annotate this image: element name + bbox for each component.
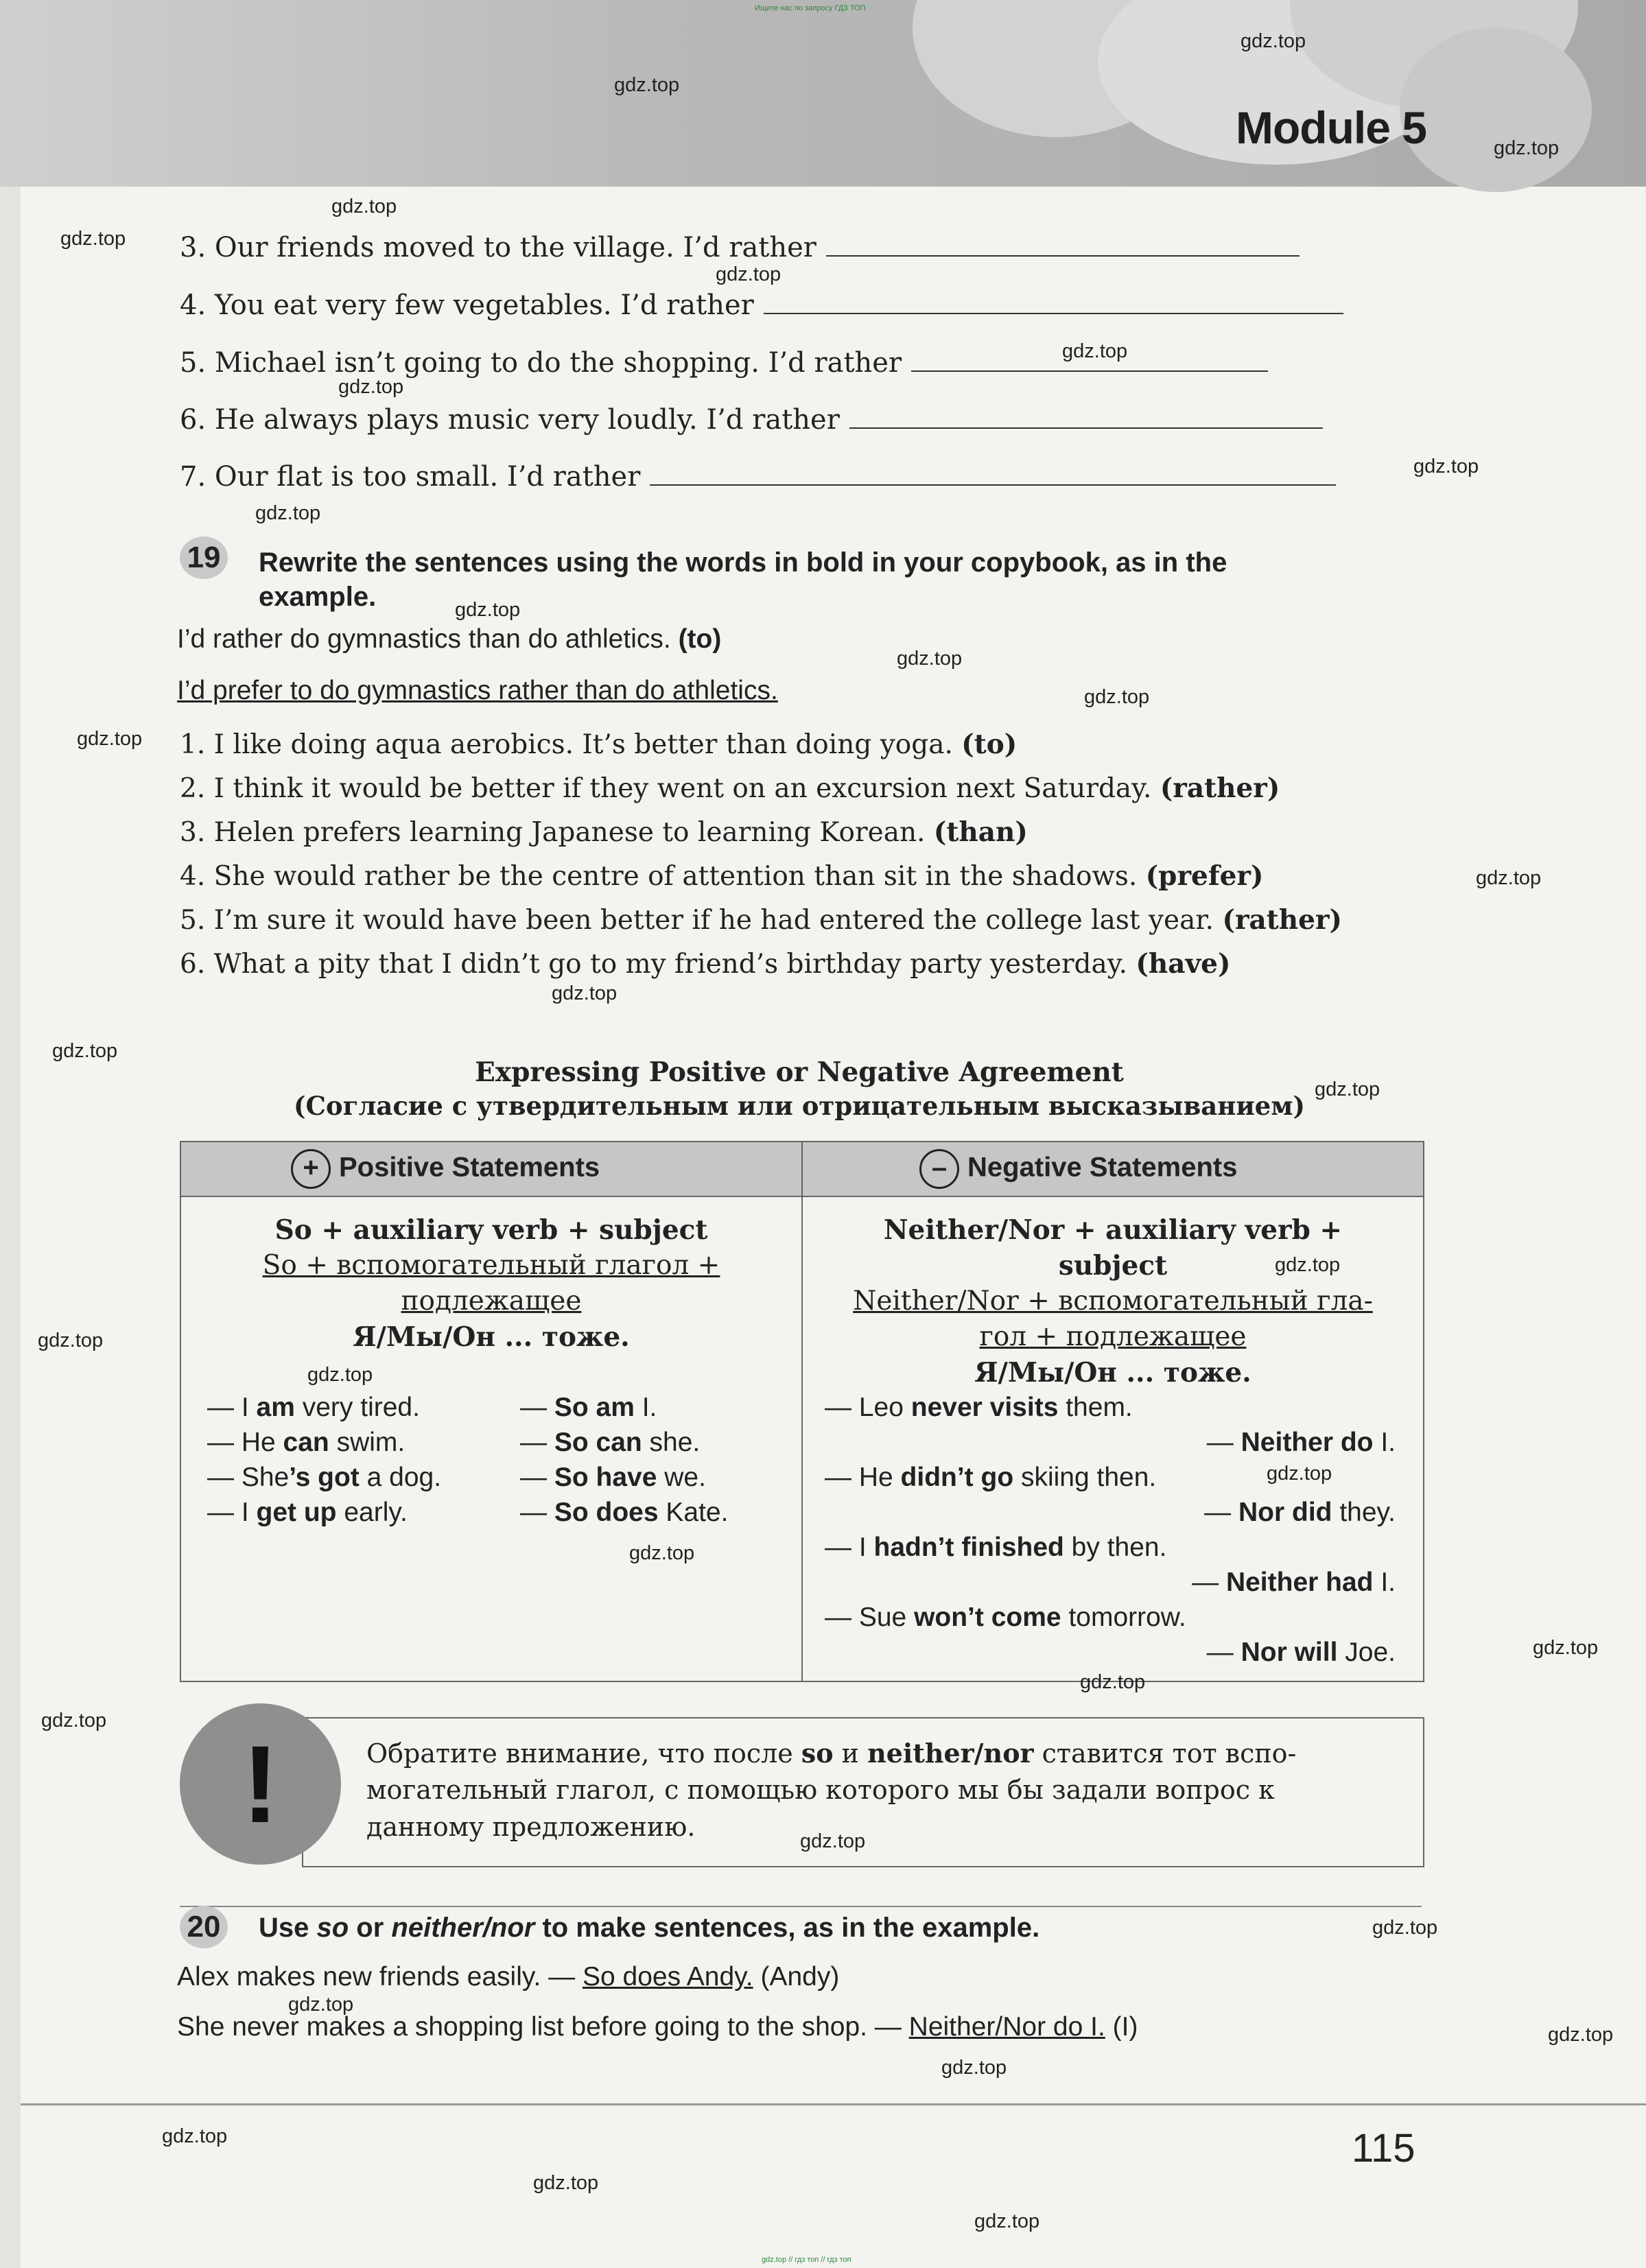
reply-pre: —: [1206, 1638, 1241, 1667]
note-text: Обратите внимание, что после: [366, 1738, 801, 1769]
reply-pre: —: [1206, 1428, 1241, 1457]
note-text: ставится тот вспо-: [1033, 1738, 1297, 1769]
list-item: [180, 461, 1336, 493]
item-keyword: (have): [1136, 948, 1231, 980]
watermark: gdz.top: [77, 728, 143, 750]
negative-rule-ru: [803, 1286, 1423, 1316]
item-text: 5. I’m sure it would have been better if he had entered the college last year.: [180, 905, 1214, 936]
reply-row: [1155, 1568, 1396, 1598]
reply-bold: Nor will: [1241, 1638, 1338, 1667]
item-text: 3. Helen prefers learning Japanese to learning Korean.: [180, 817, 926, 848]
plus-icon: +: [291, 1149, 331, 1189]
watermark: gdz.top: [1533, 1637, 1599, 1659]
reply-row: [520, 1393, 657, 1423]
grammar-box-subtitle: (Согласие с утвердительным или отрицательным высказыванием): [294, 1091, 1305, 1121]
example-answer: So does Andy.: [583, 1962, 753, 1992]
negative-header: [803, 1142, 1423, 1197]
watermark: gdz.top: [629, 1542, 695, 1564]
rule-ru-line: подлежащее: [401, 1286, 582, 1316]
ex-post: very tired.: [294, 1393, 420, 1422]
item-text: 5. Michael isn’t going to do the shopping. I’d rather: [180, 347, 902, 379]
example-hint: (I): [1105, 2012, 1138, 2042]
note-line: [366, 1738, 1296, 1769]
exclamation-icon: !: [242, 1723, 279, 1845]
watermark: gdz.top: [162, 2125, 228, 2147]
example-text: Alex makes new friends easily. —: [177, 1962, 583, 1992]
ex-pre: — I: [207, 1498, 257, 1527]
list-item: [180, 232, 1300, 263]
list-item: [180, 904, 1342, 936]
example-row: [207, 1428, 405, 1458]
header-shading: [0, 0, 1646, 187]
watermark: gdz.top: [1494, 137, 1560, 159]
watermark: gdz.top: [1413, 456, 1479, 477]
ex-bold: won’t come: [914, 1603, 1061, 1632]
negative-header-label: Negative Statements: [967, 1152, 1238, 1183]
negative-rule-ru-3: Я/Мы/Он ... тоже.: [974, 1357, 1251, 1389]
item-text: 4. She would rather be the centre of attention than sit in the shadows.: [180, 861, 1138, 892]
page-number: 115: [1352, 2126, 1415, 2171]
reply-post: Kate.: [658, 1498, 729, 1527]
watermark: gdz.top: [974, 2210, 1040, 2232]
watermark: gdz.top: [52, 1040, 118, 1062]
section-rule: [180, 1906, 1422, 1907]
watermark: gdz.top: [897, 648, 963, 670]
example-row: [207, 1393, 420, 1423]
list-item: [180, 404, 1323, 436]
reply-post: I.: [1373, 1428, 1396, 1457]
watermark: gdz.top: [1548, 2024, 1614, 2046]
flower-petal-decoration: [1400, 27, 1592, 192]
list-item: [180, 772, 1280, 804]
positive-rule-en: So + auxiliary verb + subject: [274, 1214, 708, 1246]
module-title: Module 5: [1235, 102, 1426, 153]
exercise-19-instruction-cont: example.: [259, 582, 377, 612]
ex-post: a dog.: [359, 1463, 442, 1492]
reply-pre: —: [520, 1498, 554, 1527]
list-item: [180, 290, 1343, 321]
ex-pre: — He: [825, 1463, 901, 1492]
item-keyword: (than): [933, 816, 1028, 848]
item-text: 7. Our flat is too small. I’d rather: [180, 461, 641, 493]
reply-row: [1155, 1428, 1396, 1458]
ex-pre: — I: [825, 1533, 874, 1562]
bottom-search-note[interactable]: gdz.top // гдз топ // гдз топ: [762, 2256, 851, 2264]
watermark: gdz.top: [1062, 340, 1128, 362]
reply-bold: Nor did: [1238, 1498, 1332, 1527]
watermark: gdz.top: [1080, 1671, 1146, 1693]
reply-pre: —: [1204, 1498, 1239, 1527]
watermark: gdz.top: [38, 1330, 104, 1351]
reply-bold: Neither had: [1225, 1568, 1374, 1597]
answer-line: [849, 404, 1323, 429]
exercise-20-number: 20: [180, 1906, 228, 1948]
watermark: gdz.top: [533, 2172, 599, 2194]
watermark: gdz.top: [941, 2057, 1007, 2079]
example-sentence: [177, 624, 721, 654]
ex-pre: — I: [207, 1393, 257, 1422]
instr-text: or: [349, 1913, 392, 1943]
top-search-note[interactable]: Ищите нас по запросу ГДЗ ТОП: [755, 4, 866, 12]
reply-bold: So can: [554, 1428, 642, 1457]
instr-keyword: so: [316, 1913, 349, 1943]
example-answer: Neither/Nor do I.: [908, 2012, 1105, 2042]
ex-bold: am: [256, 1393, 295, 1422]
watermark: gdz.top: [307, 1364, 373, 1386]
reply-bold: So have: [554, 1463, 657, 1492]
example-row: [207, 1498, 408, 1528]
reply-post: she.: [642, 1428, 701, 1457]
answer-line: [764, 290, 1343, 314]
watermark: gdz.top: [1084, 686, 1150, 708]
reply-post: I.: [1373, 1568, 1396, 1597]
ex-bold: didn’t go: [900, 1463, 1014, 1492]
item-keyword: (rather): [1160, 772, 1280, 804]
reply-row: [520, 1428, 700, 1458]
item-keyword: (to): [961, 729, 1018, 760]
item-text: 2. I think it would be better if they went on an excursion next Saturday.: [180, 773, 1152, 804]
example-text: I’d rather do gymnastics than do athletics.: [177, 624, 671, 654]
answer-line: [826, 232, 1300, 257]
ex-pre: — Sue: [825, 1603, 915, 1632]
reply-row: [520, 1463, 706, 1493]
exercise-19-number: 19: [180, 536, 228, 579]
negative-rule-en: Neither/Nor + auxiliary verb +: [883, 1214, 1343, 1246]
ex-post: swim.: [329, 1428, 405, 1457]
watermark: gdz.top: [288, 1994, 354, 2016]
reply-post: I.: [634, 1393, 657, 1422]
example-sentence: [177, 1962, 839, 1992]
instr-keyword: neither/nor: [391, 1913, 535, 1943]
example-row: [825, 1463, 1156, 1493]
instr-text: Use: [259, 1913, 317, 1943]
watermark: gdz.top: [455, 599, 521, 621]
item-text: 4. You eat very few vegetables. I’d rather: [180, 290, 754, 321]
page-edge-shadow: [0, 187, 21, 2268]
list-item: [180, 948, 1230, 980]
rule-ru-line: Neither/Nor + вспомогательный гла-: [853, 1286, 1373, 1316]
watermark: gdz.top: [1267, 1463, 1332, 1485]
reply-bold: So am: [554, 1393, 635, 1422]
item-keyword: (rather): [1222, 904, 1342, 936]
watermark: gdz.top: [1241, 30, 1306, 52]
negative-rule-en-2: subject: [1058, 1250, 1168, 1281]
reply-pre: —: [520, 1393, 554, 1422]
reply-post: we.: [657, 1463, 706, 1492]
watermark: gdz.top: [60, 228, 126, 250]
ex-post: skiing then.: [1013, 1463, 1157, 1492]
item-text: 3. Our friends moved to the village. I’d rather: [180, 232, 816, 263]
ex-bold: ’s got: [289, 1463, 360, 1492]
ex-post: by then.: [1063, 1533, 1167, 1562]
note-line: могательный глагол, с помощью которого мы бы задали вопрос к: [366, 1775, 1275, 1805]
note-keyword: neither/nor: [867, 1738, 1034, 1769]
list-item: [180, 729, 1017, 760]
ex-bold: never visits: [910, 1393, 1059, 1422]
watermark: gdz.top: [1476, 867, 1542, 889]
ex-post: early.: [336, 1498, 408, 1527]
reply-row: [1155, 1638, 1396, 1668]
reply-post: Joe.: [1337, 1638, 1396, 1667]
item-text: 6. He always plays music very loudly. I’d rather: [180, 404, 840, 436]
ex-post: them.: [1058, 1393, 1133, 1422]
reply-bold: Neither do: [1241, 1428, 1374, 1457]
watermark: gdz.top: [1372, 1917, 1438, 1939]
item-keyword: (prefer): [1145, 860, 1264, 892]
example-row: [207, 1463, 441, 1493]
reply-pre: —: [1192, 1568, 1226, 1597]
ex-pre: — Leo: [825, 1393, 911, 1422]
rule-ru-line: So + вспомогательный глагол +: [262, 1250, 720, 1281]
example-row: [825, 1533, 1166, 1563]
reply-row: [520, 1498, 728, 1528]
example-hint: (Andy): [753, 1962, 840, 1992]
minus-icon: –: [919, 1149, 959, 1189]
list-item: [180, 860, 1263, 892]
example-keyword: (to): [678, 624, 722, 654]
watermark: gdz.top: [1275, 1254, 1341, 1276]
exercise-19-instruction: Rewrite the sentences using the words in bold in your copybook, as in the: [259, 547, 1227, 578]
list-item: [180, 816, 1028, 848]
ex-pre: — She: [207, 1463, 290, 1492]
watermark: gdz.top: [552, 982, 618, 1004]
item-text: 1. I like doing aqua aerobics. It’s better than doing yoga.: [180, 729, 953, 760]
reply-pre: —: [520, 1463, 554, 1492]
example-row: [825, 1603, 1186, 1633]
ex-bold: hadn’t finished: [873, 1533, 1064, 1562]
positive-rule-ru-3: Я/Мы/Он ... тоже.: [353, 1321, 630, 1353]
reply-post: they.: [1332, 1498, 1396, 1527]
watermark: gdz.top: [331, 196, 397, 217]
positive-rule-ru: [181, 1250, 801, 1281]
watermark: gdz.top: [255, 502, 321, 524]
exercise-20-instruction: [259, 1913, 1039, 1944]
note-text: и: [833, 1738, 868, 1769]
positive-header-label: Positive Statements: [339, 1152, 600, 1183]
example-sentence: [177, 2012, 1138, 2042]
ex-bold: get up: [256, 1498, 337, 1527]
reply-row: [1155, 1498, 1396, 1528]
watermark: gdz.top: [716, 263, 781, 285]
watermark: gdz.top: [1315, 1078, 1380, 1100]
note-keyword: so: [801, 1738, 834, 1769]
instr-text: to make sentences, as in the example.: [534, 1913, 1040, 1943]
negative-rule-ru-2: [803, 1321, 1423, 1352]
ex-pre: — He: [207, 1428, 283, 1457]
ex-post: tomorrow.: [1061, 1603, 1186, 1632]
watermark: gdz.top: [614, 74, 680, 96]
positive-rule-ru-2: [181, 1286, 801, 1316]
footer-rule: [21, 2103, 1646, 2105]
watermark: gdz.top: [800, 1830, 866, 1852]
example-row: [825, 1393, 1133, 1423]
positive-header: [181, 1142, 801, 1197]
grammar-box-title: Expressing Positive or Negative Agreement: [475, 1056, 1124, 1088]
answer-line: [650, 461, 1336, 486]
reply-bold: So does: [554, 1498, 659, 1527]
reply-pre: —: [520, 1428, 554, 1457]
example-answer: I’d prefer to do gymnastics rather than do athletics.: [177, 676, 778, 705]
watermark: gdz.top: [338, 376, 404, 398]
grammar-table: [180, 1141, 1424, 1682]
watermark: gdz.top: [41, 1710, 107, 1732]
rule-ru-line: гол + подлежащее: [979, 1321, 1247, 1352]
example-text: She never makes a shopping list before going to the shop. —: [177, 2012, 909, 2042]
note-line: данному предложению.: [366, 1812, 696, 1842]
ex-bold: can: [283, 1428, 329, 1457]
item-text: 6. What a pity that I didn’t go to my friend’s birthday party yesterday.: [180, 949, 1128, 980]
